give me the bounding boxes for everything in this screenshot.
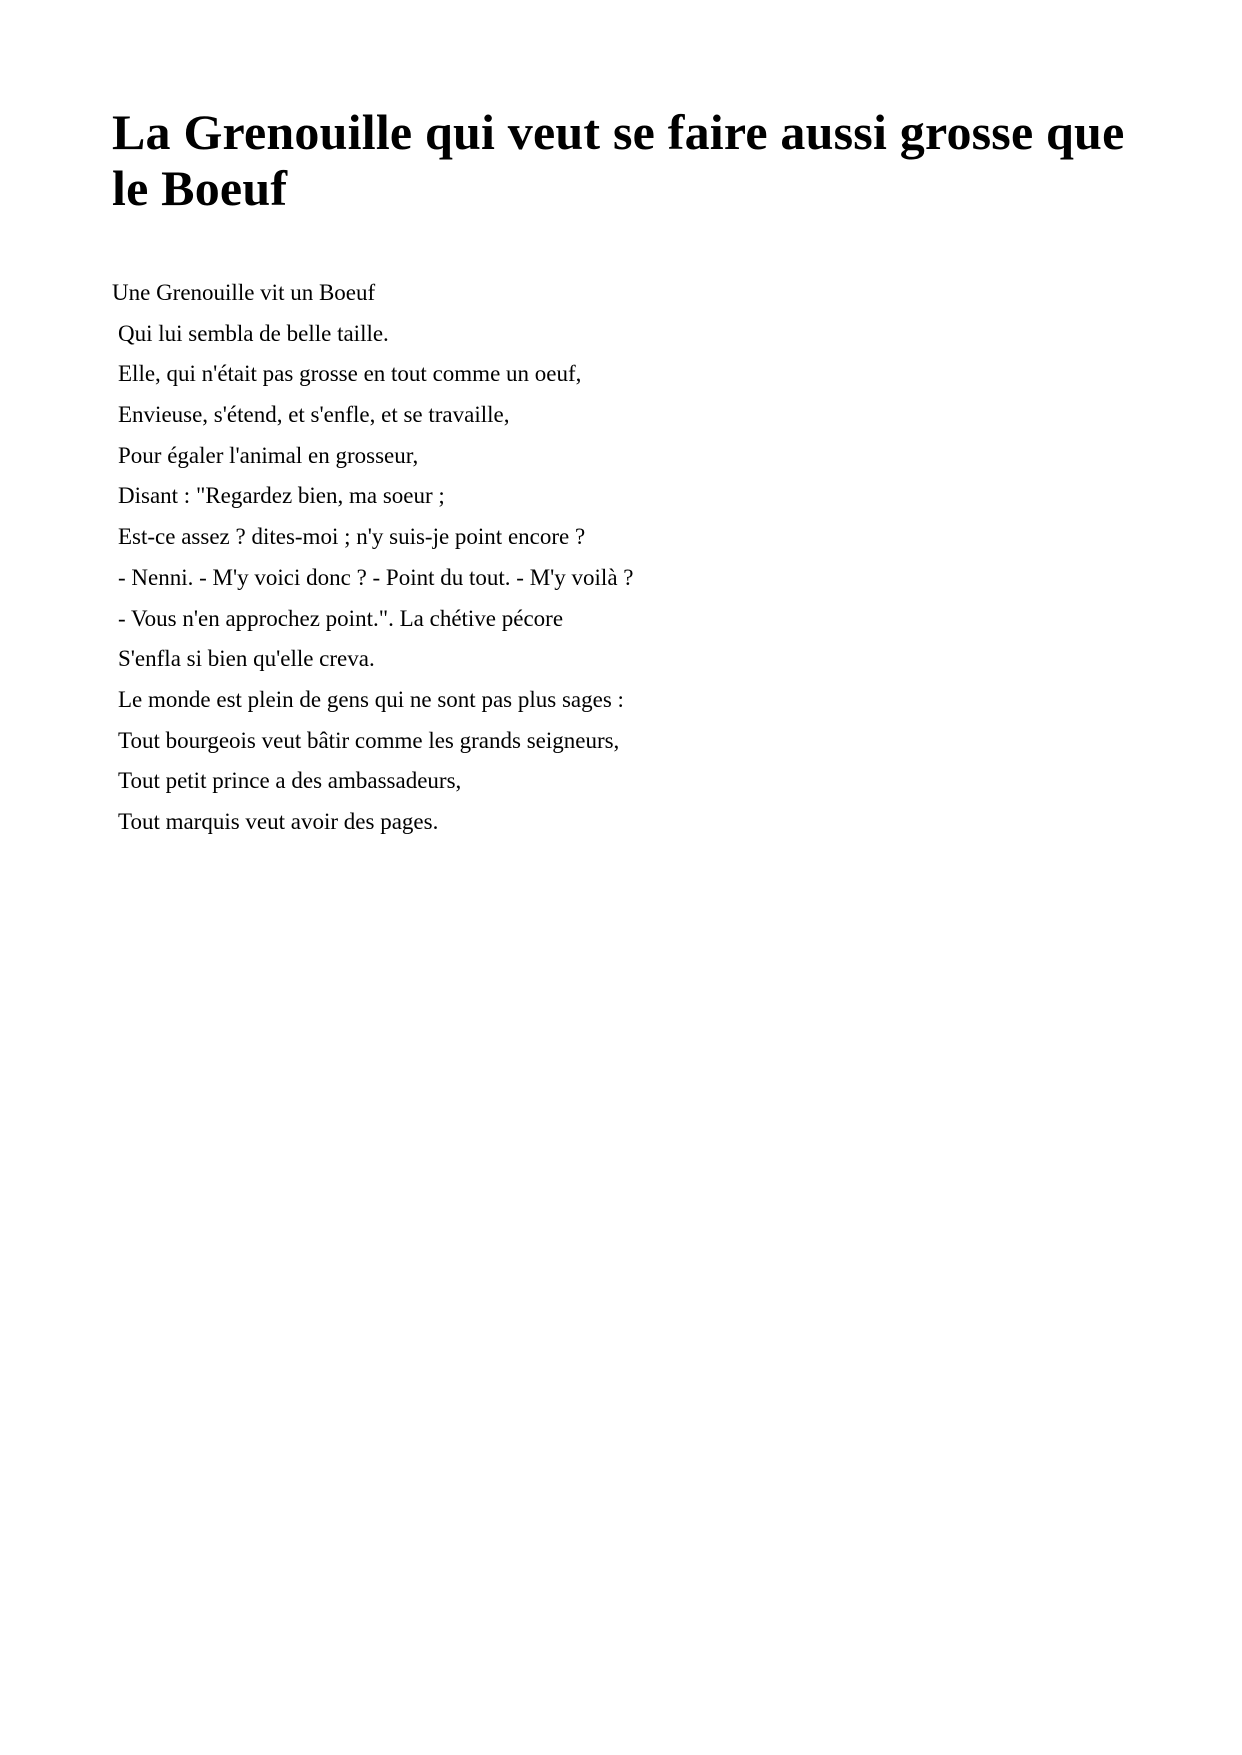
poem-line: Tout bourgeois veut bâtir comme les grands seigneurs, bbox=[118, 727, 620, 753]
poem-line: Tout petit prince a des ambassadeurs, bbox=[118, 768, 462, 794]
poem-line: Envieuse, s'étend, et s'enfle, et se travaille, bbox=[118, 402, 510, 428]
poem-line: Disant : "Regardez bien, ma soeur ; bbox=[118, 483, 445, 509]
poem-line: Tout marquis veut avoir des pages. bbox=[118, 808, 439, 834]
poem-body bbox=[112, 273, 1112, 843]
poem-line: Pour égaler l'animal en grosseur, bbox=[118, 442, 419, 468]
poem-line: S'enfla si bien qu'elle creva. bbox=[118, 646, 375, 672]
page-title: La Grenouille qui veut se faire aussi grosse que le Boeuf bbox=[112, 104, 1125, 216]
poem-line: - Vous n'en approchez point.". La chétive pécore bbox=[118, 605, 564, 631]
poem-line: Le monde est plein de gens qui ne sont pas plus sages : bbox=[118, 686, 624, 712]
poem-line: Une Grenouille vit un Boeuf bbox=[112, 280, 376, 305]
poem-line: - Nenni. - M'y voici donc ? - Point du tout. - M'y voilà ? bbox=[118, 564, 634, 590]
poem-line: Elle, qui n'était pas grosse en tout comme un oeuf, bbox=[118, 361, 582, 387]
poem-line: Qui lui sembla de belle taille. bbox=[118, 320, 389, 346]
poem-line: Est-ce assez ? dites-moi ; n'y suis-je point encore ? bbox=[118, 524, 586, 550]
